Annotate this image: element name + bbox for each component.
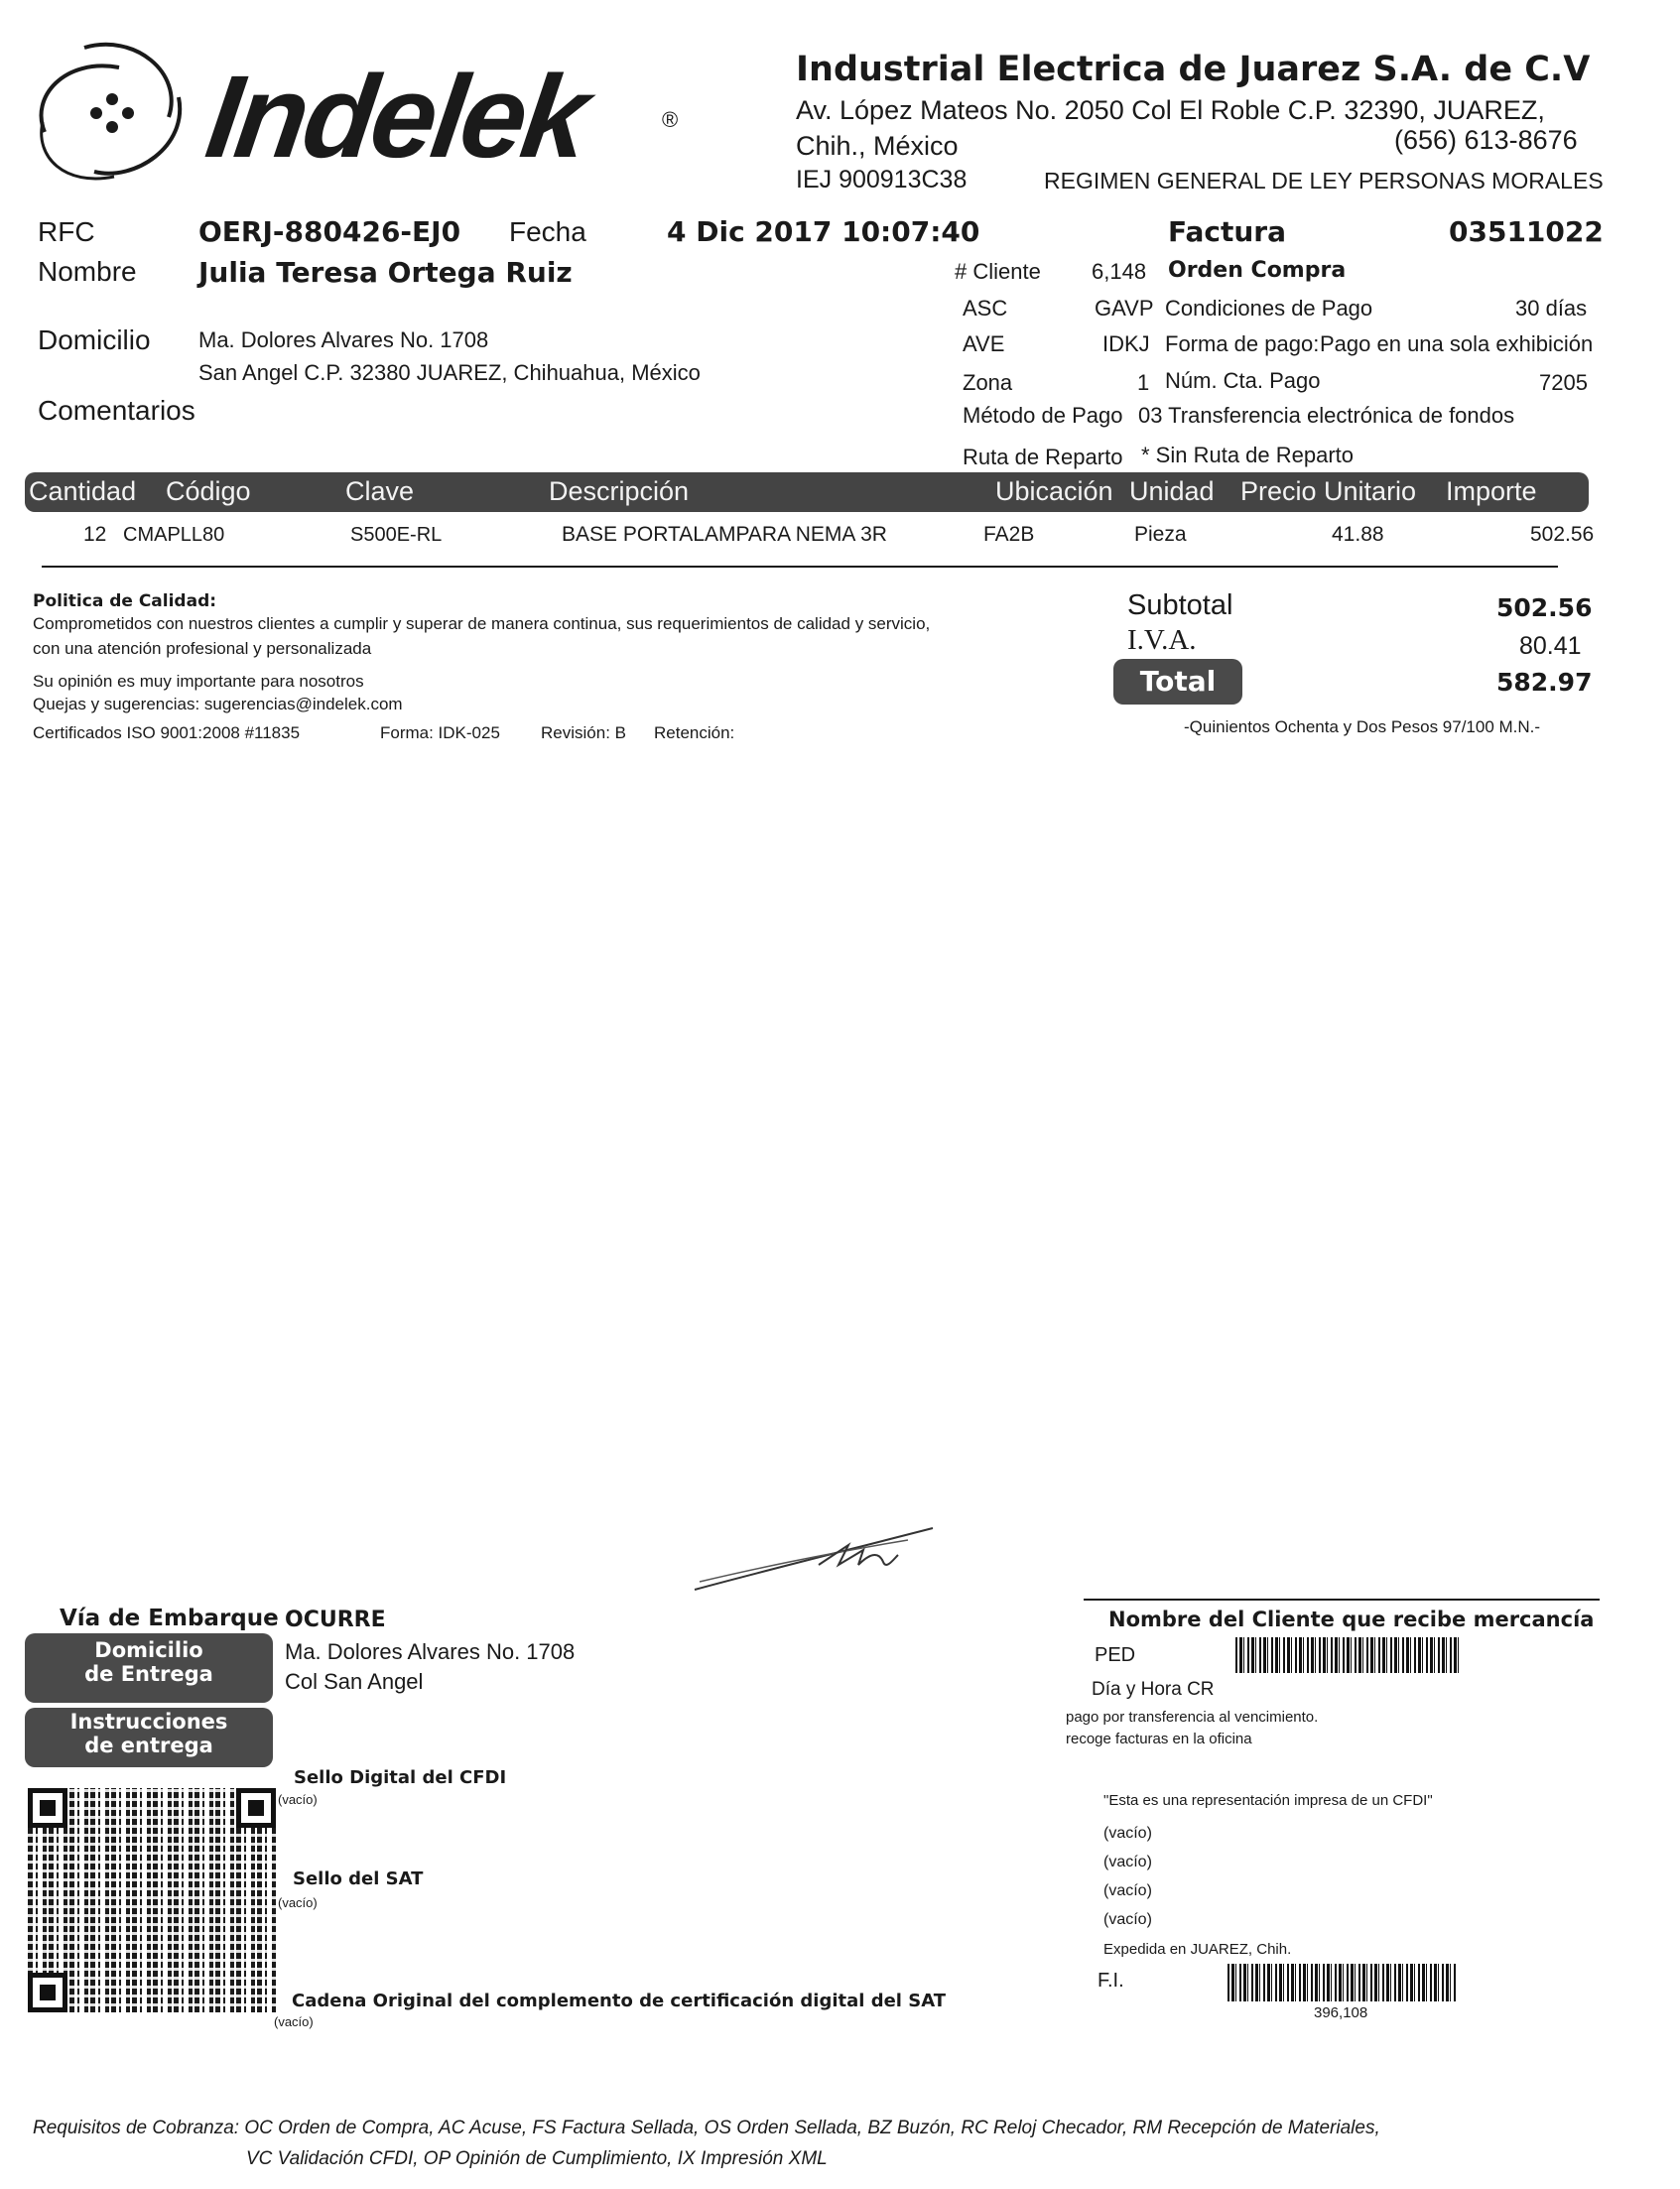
cadena-value: (vacío) [274,2014,314,2029]
nombre-value: Julia Teresa Ortega Ruiz [198,256,573,289]
col-importe: Importe [1446,476,1537,506]
receiver-vacio-1: (vacío) [1103,1825,1152,1842]
qr-corner-top-left [28,1788,67,1828]
qr-corner-bottom-left [28,1973,67,2012]
col-cantidad: Cantidad [29,476,137,506]
cadena-label: Cadena Original del complemento de certificación digital del SAT [292,1991,947,2011]
sello-sat-value: (vacío) [278,1895,318,1910]
amount-words: -Quinientos Ochenta y Dos Pesos 97/100 M.N.- [1184,717,1541,736]
subtotal-value: 502.56 [1496,593,1593,622]
condiciones-label: Condiciones de Pago [1165,296,1373,321]
instrucciones-badge-line1: Instrucciones [69,1710,228,1734]
total-label [1113,659,1242,705]
policy-title: Politica de Calidad: [33,591,217,611]
domicilio-label: Domicilio [38,324,151,355]
sello-sat-label: Sello del SAT [293,1868,424,1889]
company-name: Industrial Electrica de Juarez S.A. de C.V [796,50,1591,89]
receiver-signature-line [1084,1599,1600,1601]
company-rfc: IEJ 900913C38 [796,166,968,193]
rfc-value: OERJ-880426-EJ0 [198,215,461,248]
row-codigo: CMAPLL80 [123,524,225,546]
via-embarque-value: OCURRE [285,1608,386,1632]
policy-retencion: Retención: [654,723,735,742]
entrega-line1: Ma. Dolores Alvares No. 1708 [285,1639,576,1664]
policy-revision: Revisión: B [541,723,626,742]
total-label-text: Total [1139,665,1217,698]
receiver-note1: pago por transferencia al vencimiento. [1066,1709,1319,1726]
fi-barcode [1228,1964,1458,2001]
row-precio: 41.88 [1332,523,1384,546]
cliente-label: # Cliente [955,259,1041,284]
zona-label: Zona [963,370,1013,395]
iva-value: 80.41 [1519,632,1582,660]
instrucciones-entrega-badge [25,1708,273,1767]
zona-value: 1 [1137,370,1150,395]
rfc-label: RFC [38,216,95,247]
logo-text: Indelek [198,52,593,183]
metodo-value: 03 Transferencia electrónica de fondos [1138,403,1515,428]
entrega-line2: Col San Angel [285,1669,424,1694]
row-cantidad: 12 [83,523,107,546]
receiver-vacio-3: (vacío) [1103,1882,1152,1899]
qr-corner-top-right [236,1788,276,1828]
col-precio: Precio Unitario [1240,476,1417,506]
asc-label: ASC [963,296,1008,321]
row-importe: 502.56 [1530,523,1595,546]
dia-hora-label: Día y Hora CR [1092,1679,1215,1700]
num-cta-value: 7205 [1539,370,1588,395]
col-codigo: Código [166,476,251,506]
footer-line2: VC Validación CFDI, OP Opinión de Cumplimiento, IX Impresión XML [246,2148,828,2169]
qr-code [28,1788,276,2012]
policy-forma: Forma: IDK-025 [380,723,500,742]
fi-label: F.I. [1098,1970,1124,1992]
domicilio-line2: San Angel C.P. 32380 JUAREZ, Chihuahua, México [198,360,701,385]
col-ubicacion: Ubicación [995,476,1113,506]
company-address-line2: Chih., México [796,131,959,161]
sello-digital-label: Sello Digital del CFDI [294,1767,507,1788]
company-logo [25,38,700,196]
policy-line4: Quejas y sugerencias: sugerencias@indelek.com [33,695,403,713]
row-clave: S500E-RL [350,524,443,546]
fecha-value: 4 Dic 2017 10:07:40 [667,215,980,248]
subtotal-label: Subtotal [1127,589,1233,621]
cfdi-representation: "Esta es una representación impresa de un CFDI" [1103,1792,1433,1809]
forma-pago-label: Forma de pago: [1165,331,1320,356]
ped-barcode [1235,1637,1462,1673]
orden-compra-label: Orden Compra [1168,258,1347,283]
nombre-label: Nombre [38,256,137,287]
swirl-logo-icon [25,38,198,187]
items-table-header [25,472,1589,512]
ave-label: AVE [963,331,1005,356]
sello-digital-value: (vacío) [278,1792,318,1807]
receiver-note2: recoge facturas en la oficina [1066,1731,1252,1747]
domicilio-line1: Ma. Dolores Alvares No. 1708 [198,327,489,352]
asc-value: GAVP [1095,296,1154,321]
policy-line1: Comprometidos con nuestros clientes a cumplir y superar de manera continua, sus requerimientos de calidad y servicio, [33,614,931,633]
policy-cert: Certificados ISO 9001:2008 #11835 [33,723,301,742]
ped-label: PED [1095,1644,1136,1666]
condiciones-value: 30 días [1515,296,1588,321]
comentarios-label: Comentarios [38,395,195,426]
company-regimen: REGIMEN GENERAL DE LEY PERSONAS MORALES [1044,168,1604,193]
cliente-value: 6,148 [1092,259,1147,284]
footer-line1: Requisitos de Cobranza: OC Orden de Compra, AC Acuse, FS Factura Sellada, OS Orden Sellada, BZ Buzón, RC Reloj Checador, RM Recepción de Materiales, [33,2118,1380,2138]
domicilio-badge-line1: Domicilio [94,1638,203,1662]
ave-value: IDKJ [1102,331,1150,356]
ruta-value: * Sin Ruta de Reparto [1141,443,1355,467]
registered-mark: ® [662,107,679,132]
policy-line3: Su opinión es muy importante para nosotros [33,672,364,691]
receiver-vacio-2: (vacío) [1103,1854,1152,1870]
metodo-label: Método de Pago [963,403,1123,428]
col-unidad: Unidad [1129,476,1215,506]
receiver-vacio-4: (vacío) [1103,1911,1152,1928]
company-phone: (656) 613-8676 [1394,125,1578,155]
factura-number: 03511022 [1449,215,1604,248]
factura-label: Factura [1168,215,1286,248]
domicilio-badge-line2: de Entrega [84,1662,213,1686]
ruta-label: Ruta de Reparto [963,445,1123,469]
via-embarque-label: Vía de Embarque [60,1606,279,1631]
num-cta-label: Núm. Cta. Pago [1165,368,1321,393]
policy-line2: con una atención profesional y personalizada [33,639,372,658]
receiver-title: Nombre del Cliente que recibe mercancía [1108,1608,1595,1631]
iva-label: I.V.A. [1127,624,1197,656]
total-value: 582.97 [1496,668,1593,697]
row-ubicacion: FA2B [983,523,1035,546]
table-divider [42,566,1558,568]
col-descripcion: Descripción [549,476,690,506]
expedida-en: Expedida en JUAREZ, Chih. [1103,1941,1292,1958]
signature [690,1520,948,1600]
forma-pago-value: Pago en una sola exhibición [1320,331,1594,356]
col-clave: Clave [345,476,415,506]
row-unidad: Pieza [1134,523,1187,546]
fecha-label: Fecha [509,216,586,247]
domicilio-entrega-badge [25,1633,273,1703]
instrucciones-badge-line2: de entrega [84,1734,213,1757]
fi-barcode-number: 396,108 [1314,2004,1368,2021]
company-address-line1: Av. López Mateos No. 2050 Col El Roble C.P. 32390, JUAREZ, [796,95,1545,125]
row-descripcion: BASE PORTALAMPARA NEMA 3R [562,523,887,546]
